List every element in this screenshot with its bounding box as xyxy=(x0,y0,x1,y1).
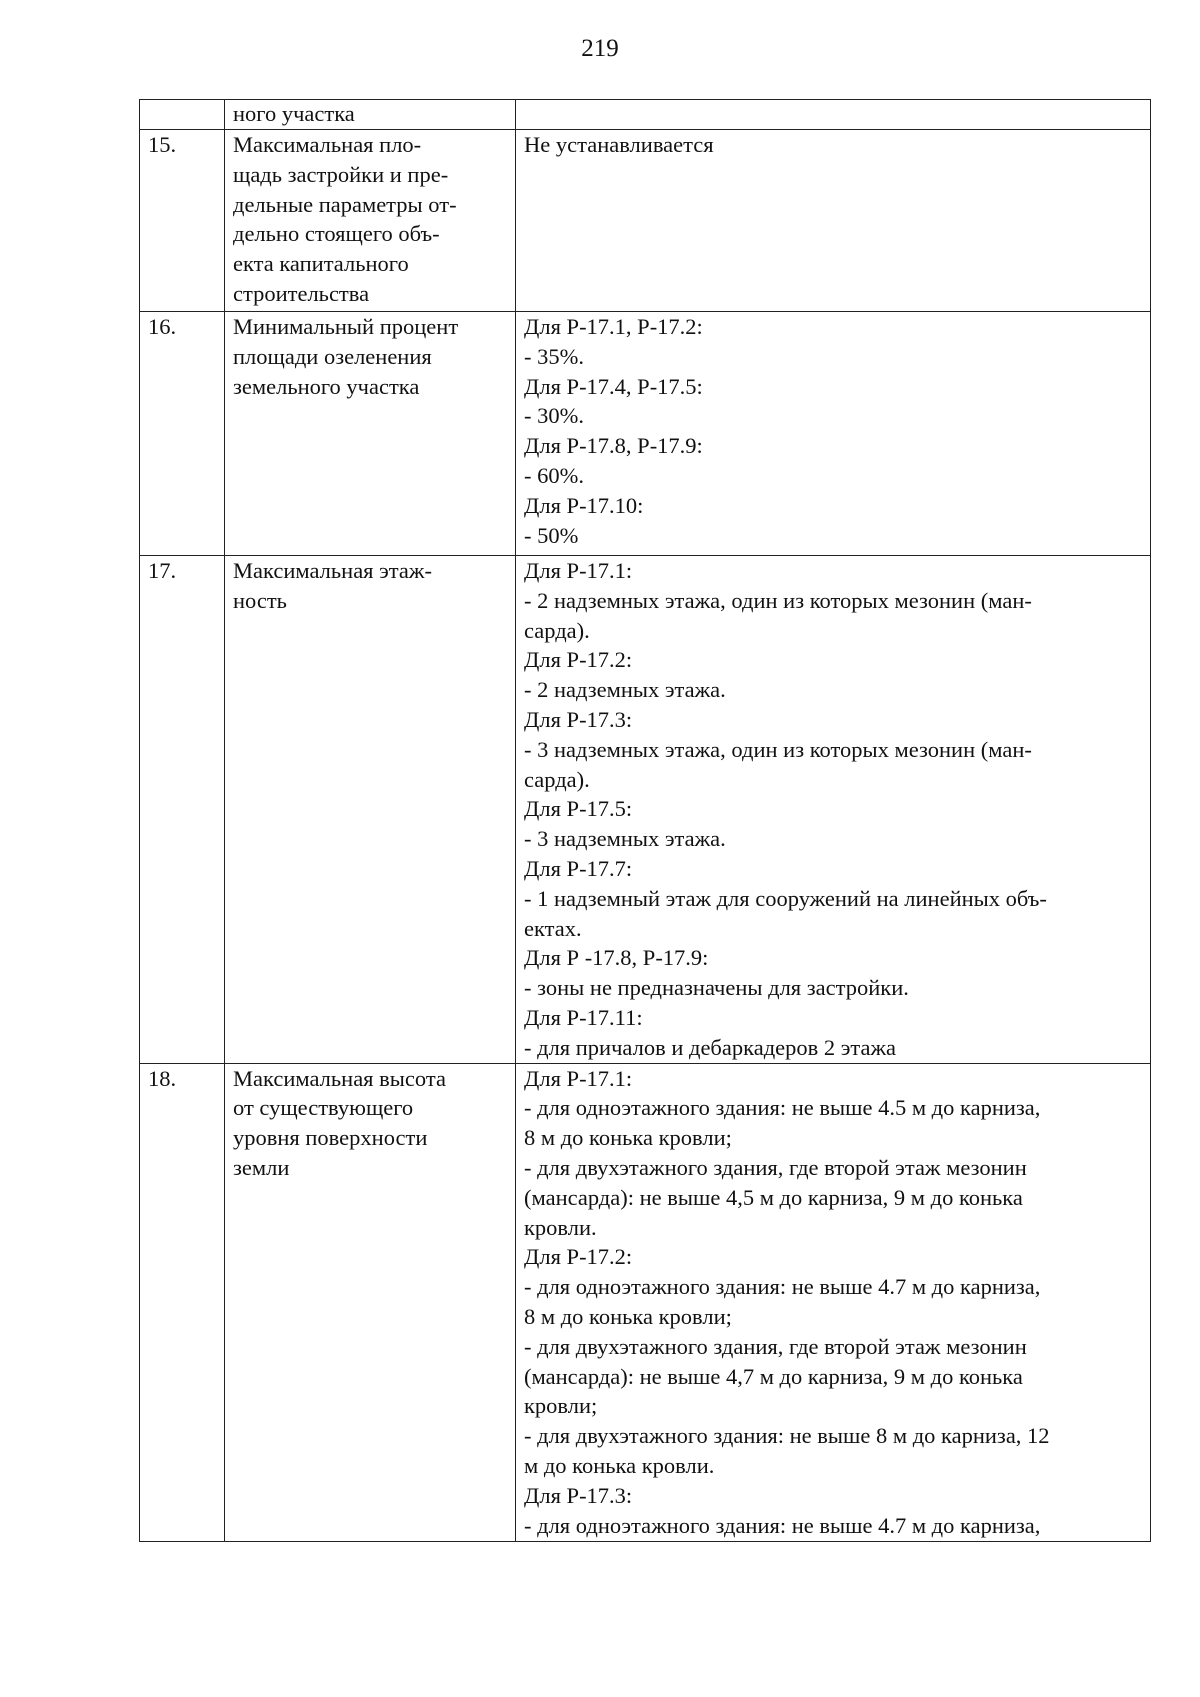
parameter-line: Минимальный процент xyxy=(233,314,459,339)
parameter-line: екта капитального xyxy=(233,251,409,277)
row-number: 15. xyxy=(148,132,177,157)
parameter-line: площади озеленения xyxy=(233,343,432,369)
page-number: 219 xyxy=(581,35,619,62)
value-line: Для Р -17.8, Р-17.9: xyxy=(524,945,709,971)
value-line: м до конька кровли. xyxy=(524,1452,715,1478)
value-line: - для двухэтажного здания, где второй этаж мезонин xyxy=(524,1154,1027,1180)
value-line: - для одноэтажного здания: не выше 4.7 м до карниза, xyxy=(524,1512,1041,1538)
table-row xyxy=(140,130,1151,312)
parameter-line: ность xyxy=(233,587,287,613)
value-line: 8 м до конька кровли; xyxy=(524,1303,732,1329)
table-row xyxy=(140,556,1151,1064)
value-line: 8 м до конька кровли; xyxy=(524,1125,732,1151)
value-line: сарда). xyxy=(524,766,590,792)
value-line: (мансарда): не выше 4,7 м до карниза, 9 м до конька xyxy=(524,1363,1023,1389)
parameter-cell xyxy=(225,1063,516,1541)
regulations-table xyxy=(139,99,1151,1542)
table-row xyxy=(140,1063,1151,1541)
value-cell xyxy=(516,312,1151,556)
value-line: - 1 надземный этаж для сооружений на линейных объ- xyxy=(524,885,1047,911)
value-line: - для причалов и дебаркадеров 2 этажа xyxy=(524,1034,897,1060)
value-line: Для Р-17.11: xyxy=(524,1004,643,1030)
value-line: (мансарда): не выше 4,5 м до карниза, 9 м до конька xyxy=(524,1184,1023,1210)
value-line: - для одноэтажного здания: не выше 4.7 м до карниза, xyxy=(524,1274,1041,1300)
value-line: Для Р-17.5: xyxy=(524,796,633,822)
value-line: кровли; xyxy=(524,1393,598,1419)
parameter-cell xyxy=(225,312,516,556)
value-line: Для Р-17.3: xyxy=(524,706,633,732)
value-line: - для двухэтажного здания: не выше 8 м до карниза, 12 xyxy=(524,1423,1050,1449)
value-line: Для Р-17.2: xyxy=(524,1244,633,1270)
parameter-line: Максимальная пло- xyxy=(233,132,422,157)
row-number-cell xyxy=(140,556,225,1064)
parameter-cell xyxy=(225,130,516,312)
value-line: Для Р-17.10: xyxy=(524,492,644,518)
parameter-line: земельного участка xyxy=(233,373,420,399)
value-cell xyxy=(516,556,1151,1064)
value-line: - 35%. xyxy=(524,343,584,369)
value-line: Не устанавливается xyxy=(524,132,714,157)
value-line: ектах. xyxy=(524,915,582,941)
value-line: кровли. xyxy=(524,1214,597,1240)
value-cell xyxy=(516,100,1151,130)
value-line: Для Р-17.4, Р-17.5: xyxy=(524,373,703,399)
parameter-cell xyxy=(225,100,516,130)
parameter-line: земли xyxy=(233,1154,290,1180)
value-line: сарда). xyxy=(524,617,590,643)
parameter-line: уровня поверхности xyxy=(233,1125,428,1151)
parameter-line: строительства xyxy=(233,280,370,306)
row-number-cell xyxy=(140,1063,225,1541)
value-line: - зоны не предназначены для застройки. xyxy=(524,975,909,1001)
value-line: - 3 надземных этажа. xyxy=(524,826,726,852)
table-row-continuation xyxy=(140,100,1151,130)
value-line: - 60%. xyxy=(524,462,584,488)
value-line: - 30%. xyxy=(524,403,584,429)
value-line: Для Р-17.8, Р-17.9: xyxy=(524,433,703,459)
parameter-line: Максимальная высота xyxy=(233,1065,446,1091)
value-line: - 2 надземных этажа, один из которых мезонин (ман- xyxy=(524,587,1032,613)
row-number-cell xyxy=(140,130,225,312)
row-number-cell xyxy=(140,312,225,556)
value-line: - для одноэтажного здания: не выше 4.5 м до карниза, xyxy=(524,1095,1041,1121)
value-cell xyxy=(516,130,1151,312)
parameter-cell xyxy=(225,556,516,1064)
value-line: - 3 надземных этажа, один из которых мезонин (ман- xyxy=(524,736,1032,762)
parameter-line: щадь застройки и пре- xyxy=(233,161,449,187)
value-line: Для Р-17.2: xyxy=(524,647,633,673)
value-line: Для Р-17.3: xyxy=(524,1482,633,1508)
value-cell xyxy=(516,1063,1151,1541)
value-line: - 2 надземных этажа. xyxy=(524,677,726,703)
value-line: - 50% xyxy=(524,522,579,548)
table-row xyxy=(140,312,1151,556)
parameter-line: ного участка xyxy=(233,101,355,126)
row-number: 18. xyxy=(148,1065,177,1091)
row-number-cell xyxy=(140,100,225,130)
value-line: Для Р-17.1, Р-17.2: xyxy=(524,314,703,339)
row-number: 17. xyxy=(148,558,177,583)
value-line: Для Р-17.1: xyxy=(524,1065,633,1091)
parameter-line: дельные параметры от- xyxy=(233,191,457,217)
value-line: - для двухэтажного здания, где второй этаж мезонин xyxy=(524,1333,1027,1359)
value-line: Для Р-17.7: xyxy=(524,855,633,881)
parameter-line: Максимальная этаж- xyxy=(233,558,432,583)
parameter-line: дельно стоящего объ- xyxy=(233,221,440,247)
row-number: 16. xyxy=(148,314,177,339)
value-line: Для Р-17.1: xyxy=(524,558,633,583)
parameter-line: от существующего xyxy=(233,1095,414,1121)
